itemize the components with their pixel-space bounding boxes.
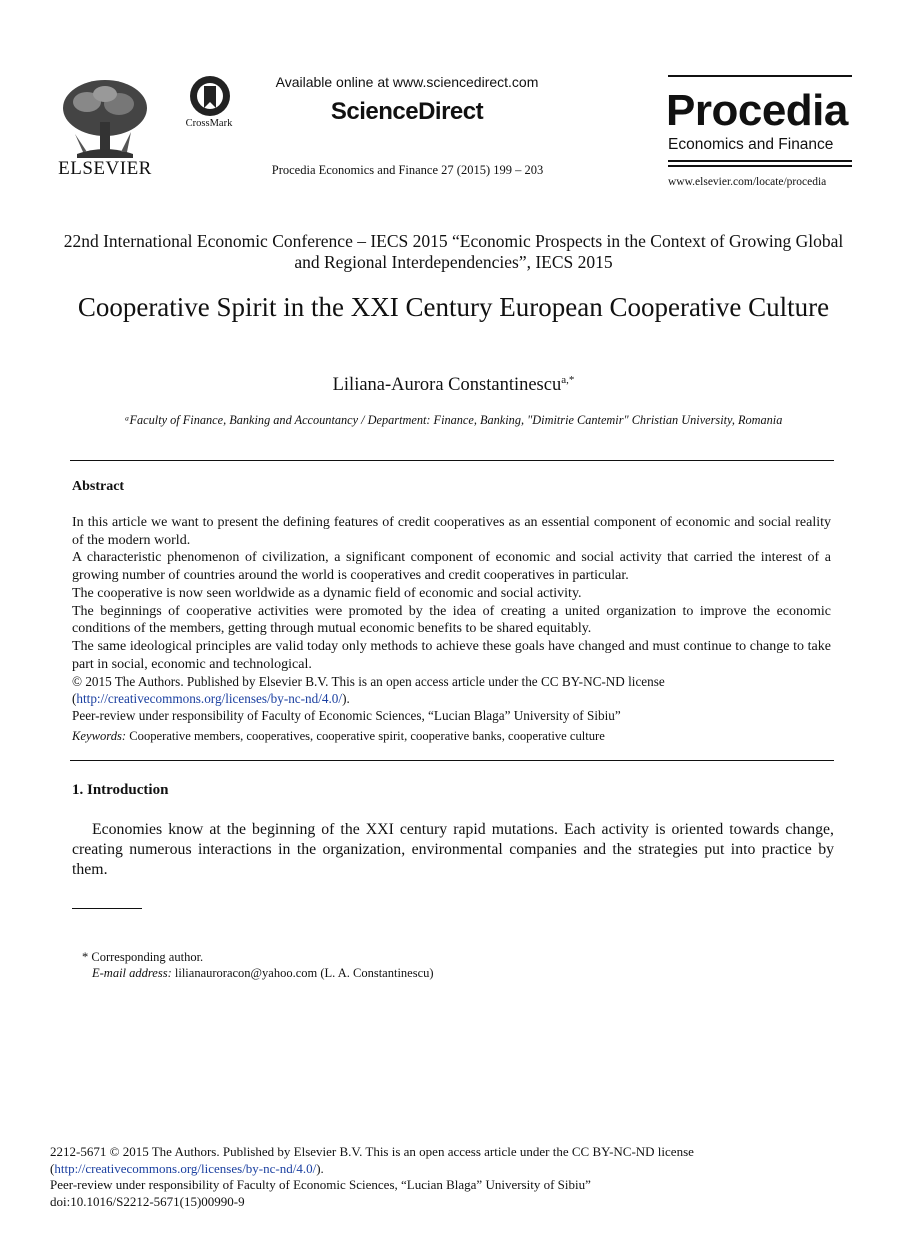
footer-license: 2212-5671 © 2015 The Authors. Published by Elsevier B.V. This is an open access article under the CC BY-NC-ND license [50,1144,694,1159]
procedia-bottom-rule [668,160,852,170]
license-link[interactable]: http://creativecommons.org/licenses/by-nc-nd/4.0/ [76,691,343,706]
author-name [60,374,847,396]
divider-bottom [70,760,834,761]
divider-top [70,460,834,461]
introduction-text: Economies know at the beginning of the XXI century rapid mutations. Each activity is oriented towards change, creating numerous interactions in the organization, environmental companies and the strategies put into practice by them. [72,821,834,878]
footer-link-line: (http://creativecommons.org/licenses/by-nc-nd/4.0/). [50,1160,324,1176]
journal-reference: Procedia Economics and Finance 27 (2015) 199 – 203 [271,163,544,177]
introduction-heading: 1. Introduction [72,782,169,798]
license-text: © 2015 The Authors. Published by Elsevier B.V. This is an open access article under the CC BY-NC-ND license [72,674,665,689]
footnote-rule [72,908,142,909]
conference-name: 22nd International Economic Conference – IECS 2015 “Economic Prospects in the Context of Growing Global and Regional Interdependencies”, IECS 2015 [63,231,844,272]
procedia-top-rule [668,75,852,80]
author-text: Liliana-Aurora Constantinescu [332,375,562,396]
abstract-body [72,514,831,673]
procedia-url[interactable]: www.elsevier.com/locate/procedia [668,176,827,188]
footnote-corresponding [82,949,434,965]
abstract-paragraph: In this article we want to present the defining features of credit cooperatives as an essential component of economic and social reality of the modern world. [72,515,831,548]
procedia-wordmark: Procedia [666,86,848,135]
footnote [82,949,434,981]
keywords [72,729,831,744]
available-online-text: Available online at www.sciencedirect.com [275,74,539,90]
abstract-heading: Abstract [72,479,125,494]
author-superscript: a,* [561,374,575,386]
email-address[interactable]: lilianauroracon@yahoo.com (L. A. Constantinescu) [174,966,434,980]
corresponding-text: Corresponding author. [91,950,204,964]
abstract-paragraph: A characteristic phenomenon of civilization, a significant component of economic and social activity that carried the interest of a growing number of countries around the world is cooperatives and credit cooperatives in particular. [72,550,831,584]
paper-title: Cooperative Spirit in the XXI Century European Cooperative Culture [77,292,830,322]
abstract-paragraph: The cooperative is now seen worldwide as a dynamic field of economic and social activity. [72,585,582,601]
peer-review-text: Peer-review under responsibility of Faculty of Economic Sciences, “Lucian Blaga” University of Sibiu” [72,708,621,723]
page-footer [50,1144,850,1210]
elsevier-wordmark: ELSEVIER [58,158,152,179]
email-label: E-mail address: [92,966,172,980]
footnote-email [82,965,434,981]
procedia-subtitle: Economics and Finance [668,136,834,153]
sciencedirect-wordmark: ScienceDirect [330,98,484,125]
footer-license-link[interactable]: http://creativecommons.org/licenses/by-nc-nd/4.0/ [54,1160,317,1176]
abstract-paragraph: The beginnings of cooperative activities were promoted by the idea of creating a united organization to improve the economic conditions of the members, getting through mutual economic benefits to be shared equitably. [72,603,831,637]
crossmark-label: CrossMark [185,118,233,129]
keywords-list: Cooperative members, cooperatives, cooperative spirit, cooperative banks, cooperative culture [129,729,605,743]
keywords-label: Keywords: [72,729,127,743]
affiliation: ᵃFaculty of Finance, Banking and Accountancy / Department: Finance, Banking, "Dimitrie Cantemir" Christian University, Romania [124,413,783,427]
footer-doi[interactable]: doi:10.1016/S2212-5671(15)00990-9 [50,1193,245,1209]
footnote-marker: * [82,950,89,964]
abstract-paragraph: The same ideological principles are valid today only methods to achieve these goals have changed and must continue to change to take part in social, economic and technological. [72,638,831,672]
footer-peer-review: Peer-review under responsibility of Faculty of Economic Sciences, “Lucian Blaga” University of Sibiu” [50,1177,591,1193]
license-link-line: (http://creativecommons.org/licenses/by-nc-nd/4.0/). [72,691,350,706]
license-block [72,673,831,724]
